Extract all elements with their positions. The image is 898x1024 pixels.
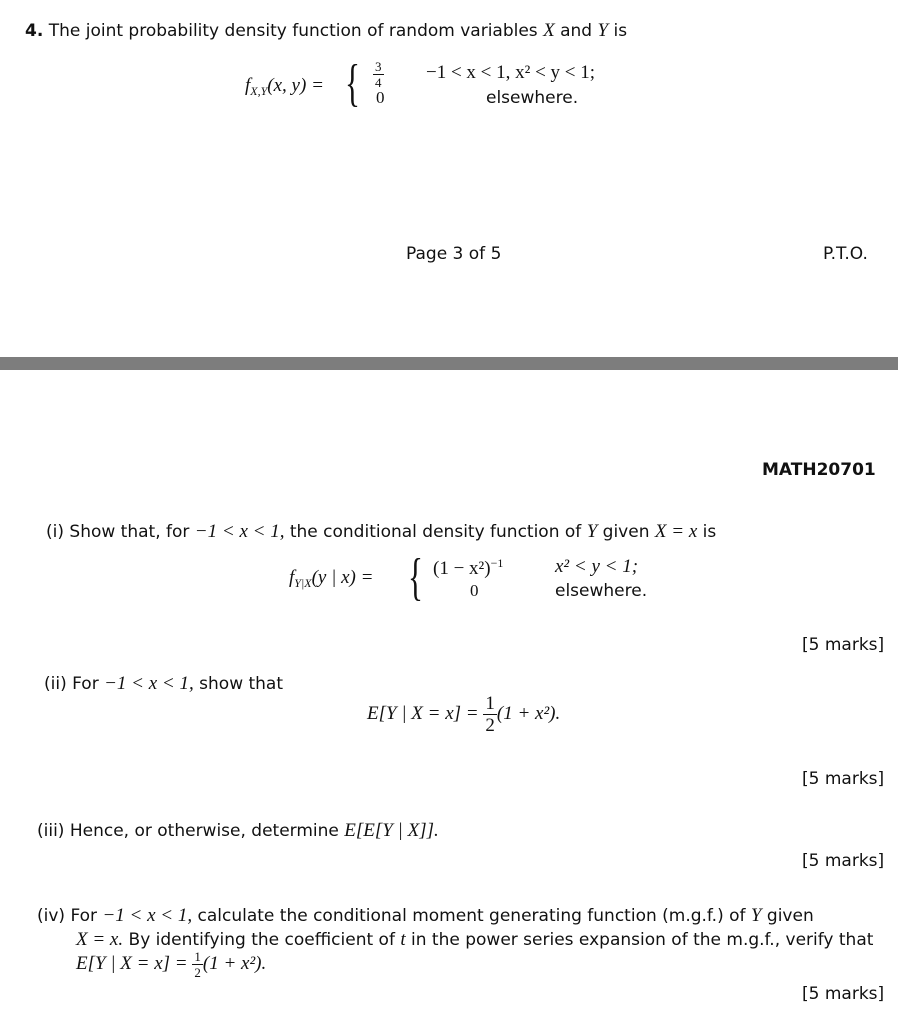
part-ii-statement: (ii) For −1 < x < 1, show that (44, 673, 284, 694)
page-number: Page 3 of 5 (406, 244, 502, 264)
part-i-case1-value: $(1 - x^2)^{-1}$ (433, 556, 504, 579)
question-intro: 4. The joint probability density function of random variables X and Y is (25, 20, 628, 41)
part-iii-statement: (iii) Hence, or otherwise, determine E[E[Y | X]]. (37, 820, 439, 841)
joint-pdf-case2-value: 0 (376, 88, 385, 107)
joint-pdf-brace: { (345, 55, 360, 112)
course-code: MATH20701 (762, 460, 876, 480)
joint-pdf-lhs: $f_{X,Y}(x$, y) = (245, 75, 324, 98)
part-i-case1-condition: x² < y < 1; (555, 556, 639, 577)
part-iv-line-2: X = x. By identifying the coefficient of t in the power series expansion of the m.g.f., verify that (76, 929, 874, 950)
joint-pdf-case1-condition: −1 < x < 1, x² < y < 1; (426, 62, 596, 83)
joint-pdf-case1-value: $\frac{3}{4}$ (375, 59, 382, 90)
joint-pdf-case2-condition: elsewhere. (486, 88, 579, 108)
question-number: 4. (25, 21, 44, 41)
part-iii-marks: [5 marks] (802, 851, 885, 871)
part-i-brace: { (408, 549, 423, 606)
part-ii-equation: E[Y | X = x] = $\frac{1}{2}$ (1 + x²). (367, 693, 561, 736)
part-i-case2-value: 0 (470, 581, 479, 600)
part-i-case2-condition: elsewhere. (555, 581, 648, 601)
part-iv-line-1: (iv) For −1 < x < 1, calculate the conditional moment generating function (m.g.f.) of Y given (37, 905, 814, 926)
part-i-statement: (i) Show that, for −1 < x < 1, the conditional density function of Y given X = x is (46, 521, 717, 542)
part-i-marks: [5 marks] (802, 635, 885, 655)
page-divider (0, 357, 898, 370)
part-ii-marks: [5 marks] (802, 769, 885, 789)
pto-label: P.T.O. (823, 244, 868, 264)
part-i-lhs: $f_{Y|X}(y$ | x) = (289, 567, 374, 590)
part-iv-line-3: E[Y | X = x] = $\frac{1}{2}$ (1 + x²). (76, 949, 267, 980)
part-iv-marks: [5 marks] (802, 984, 885, 1004)
